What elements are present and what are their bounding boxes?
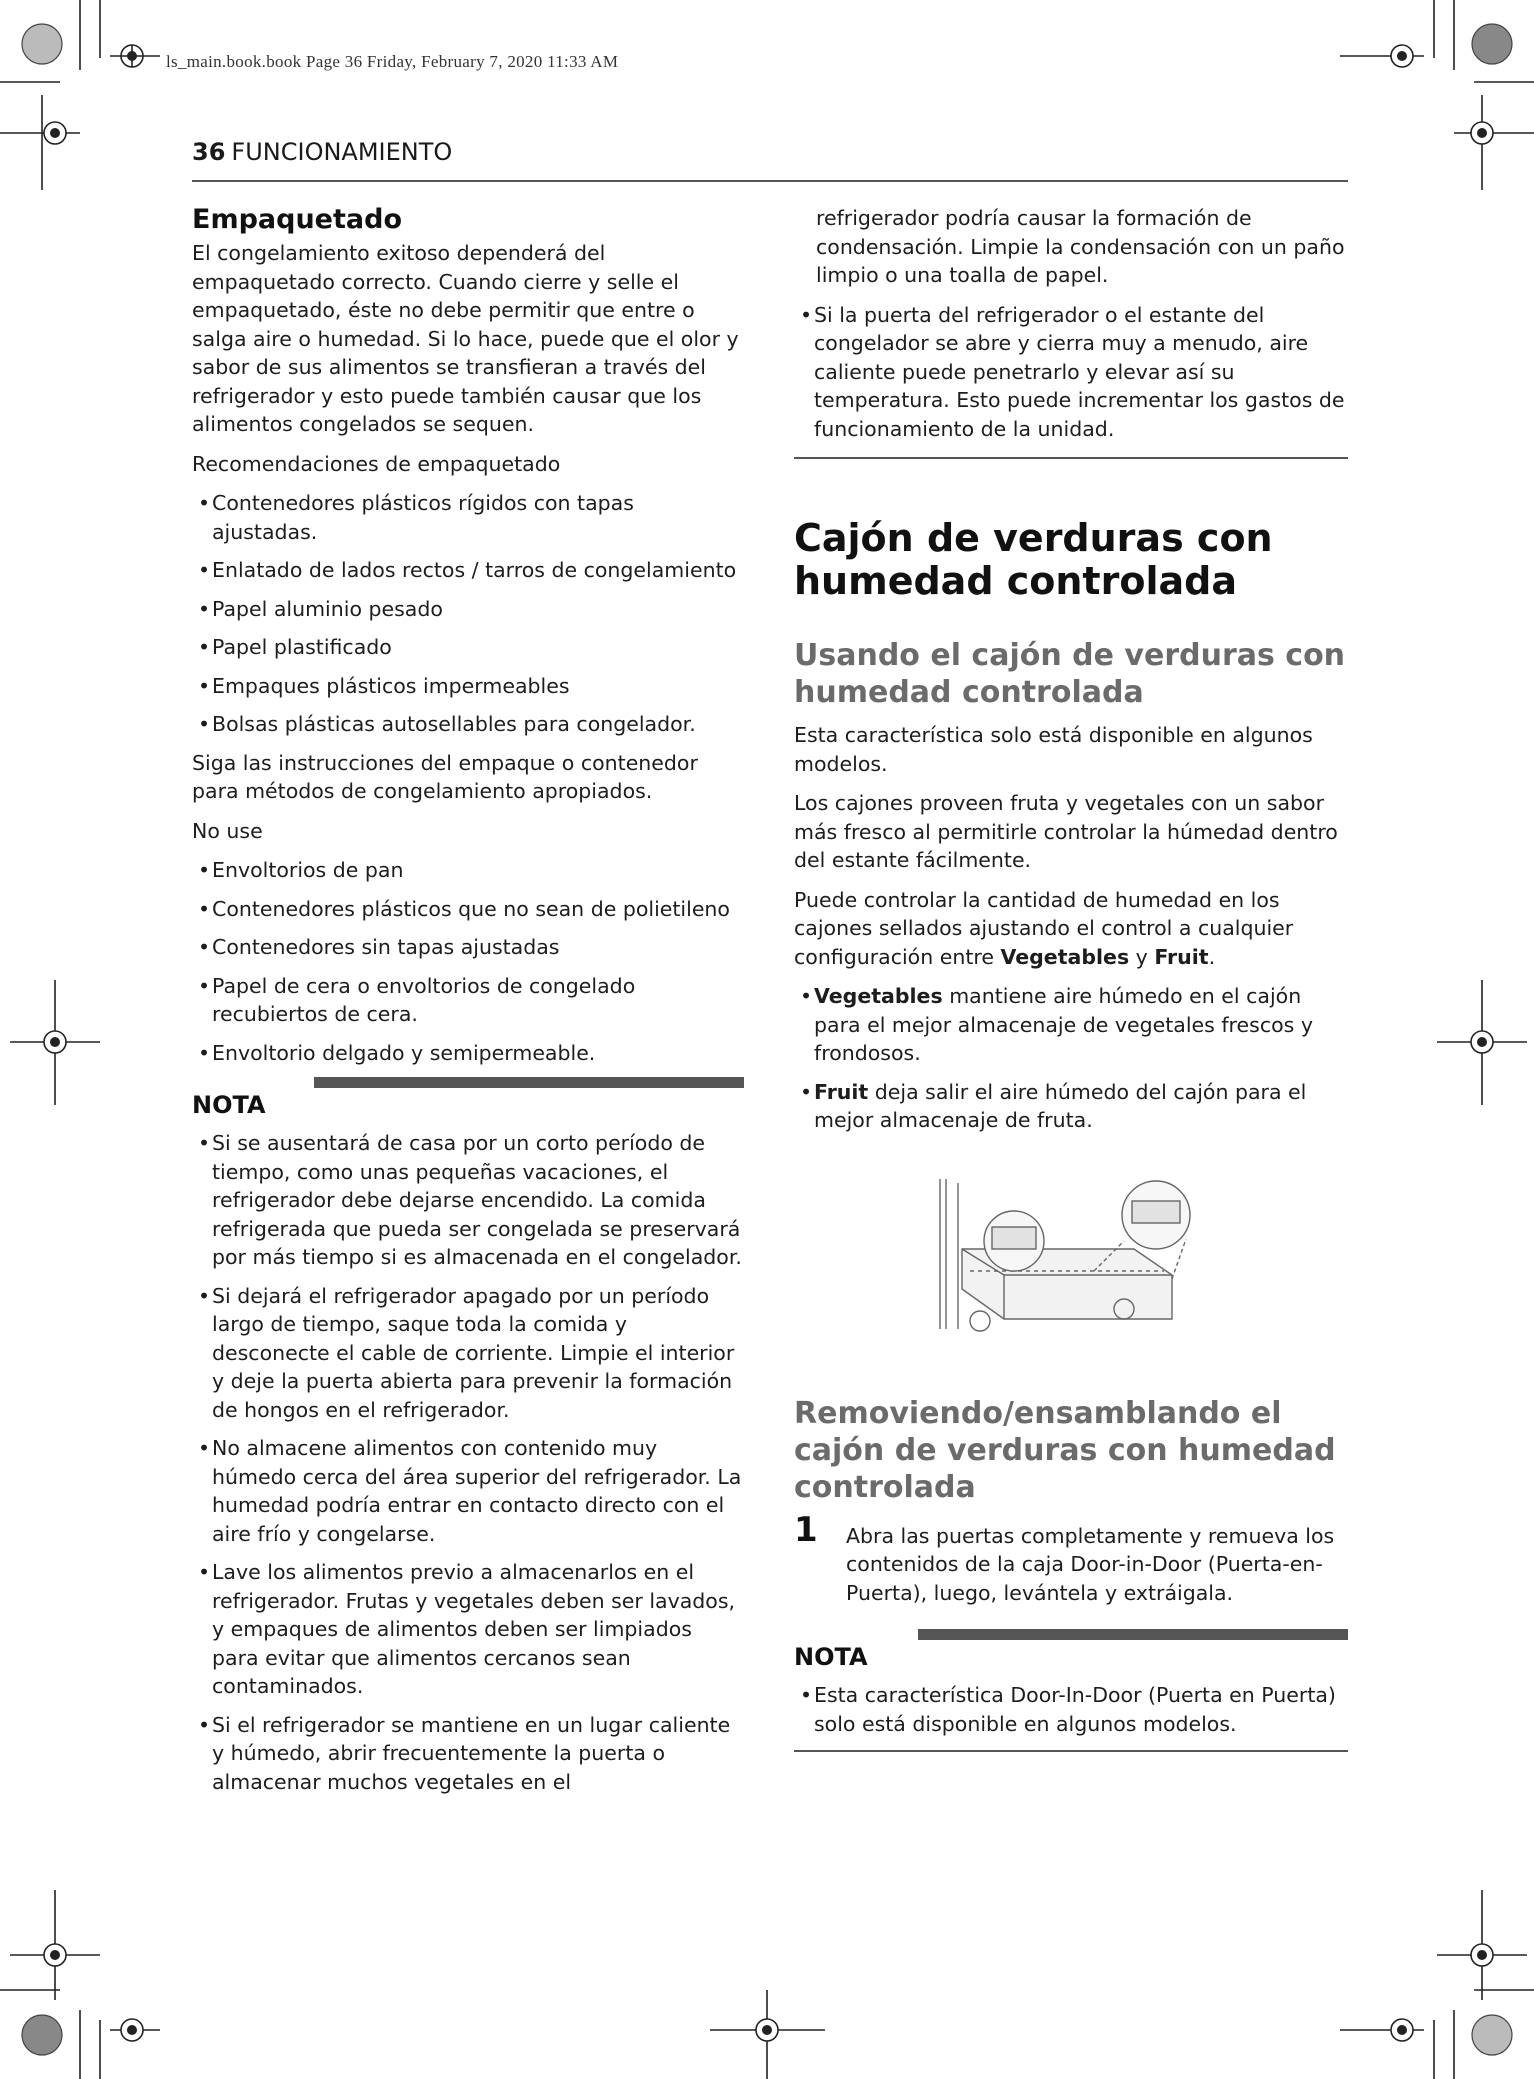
running-head — [192, 138, 452, 166]
note-end-rule — [794, 457, 1348, 459]
recommend-list — [192, 489, 744, 739]
note-end-rule — [794, 1750, 1348, 1752]
note-box-2 — [794, 1629, 1348, 1752]
list-item: •Papel de cera o envoltorios de congelado recubiertos de cera. — [198, 973, 636, 1026]
note-list — [192, 1129, 744, 1796]
list-item: •Lave los alimentos previo a almacenarlos en el refrigerador. Frutas y vegetales deben ser lavados, y empaques de alimentos deben ser limpiados para evitar que alimentos cercanos sean contaminados. — [198, 1560, 736, 1698]
list-item: •Vegetables mantiene aire húmedo en el cajón para el mejor almacenaje de vegetales frescos y frondosos. — [800, 984, 1313, 1065]
availability-paragraph: Esta característica solo está disponible en algunos modelos. — [794, 723, 1313, 776]
list-item: •Contenedores plásticos rígidos con tapas ajustadas. — [198, 491, 634, 544]
subsection-title-removing: Removiendo/ensamblando el cajón de verduras con humedad controlada — [794, 1395, 1336, 1505]
list-item: •Papel aluminio pesado — [198, 596, 443, 621]
list-item: •Si el refrigerador se mantiene en un lugar caliente y húmedo, abrir frecuentemente la puerta o almacenar muchos vegetales en el — [198, 1712, 731, 1794]
left-column — [192, 198, 744, 1806]
page-number: 36 — [192, 138, 226, 166]
list-item: •Papel plastificado — [198, 635, 392, 659]
step-number: 1 — [794, 1509, 818, 1550]
note-bar — [918, 1629, 1348, 1640]
section-title: Cajón de verduras con humedad controlada — [794, 516, 1273, 603]
follow-paragraph: Siga las instrucciones del empaque o contenedor para métodos de congelamiento apropiados. — [192, 750, 698, 803]
note-bar — [314, 1077, 744, 1088]
crisper-drawer-drawing — [794, 1179, 1348, 1339]
step-1 — [794, 1509, 1348, 1608]
note-title: NOTA — [794, 1643, 868, 1671]
list-item: •Si se ausentará de casa por un corto período de tiempo, como unas pequeñas vacaciones, el refrigerador debe dejarse encendido. La comida refrigerada que pueda ser congelada se preservará por más tiempo si es almacenada en el congelador. — [198, 1131, 742, 1269]
header-rule — [192, 180, 1348, 182]
no-use-list — [192, 856, 744, 1067]
no-use-label: No use — [192, 818, 263, 843]
step-text: Abra las puertas completamente y remueva los contenidos de la caja Door-in-Door (Puerta-en-Puerta), luego, levántela y extráigala. — [846, 1523, 1335, 1605]
list-item: •Si dejará el refrigerador apagado por un período largo de tiempo, saque toda la comida y desconecte el cable de corriente. Limpie el interior y deje la puerta abierta para prevenir la formación de hongos en el refrigerador. — [198, 1283, 735, 1422]
list-item: •Envoltorio delgado y semipermeable. — [198, 1040, 596, 1065]
recommend-label: Recomendaciones de empaquetado — [192, 451, 561, 476]
list-item: •Si la puerta del refrigerador o el estante del congelador se abre y cierra muy a menudo, aire caliente puede penetrarlo y elevar así su temperatura. Esto puede incrementar los gastos de funcionamiento de la unidad. — [800, 302, 1345, 441]
section-name: FUNCIONAMIENTO — [231, 138, 453, 166]
note-continued-list — [794, 301, 1348, 444]
note-title: NOTA — [192, 1091, 266, 1119]
list-item: •Esta característica Door-In-Door (Puerta en Puerta) solo está disponible en algunos modelos. — [800, 1683, 1336, 1736]
crisper-drawer-illustration — [794, 1179, 1348, 1339]
list-item: •No almacene alimentos con contenido muy húmedo cerca del área superior del refrigerador. La humedad podría entrar en contacto directo con el aire frío y congelarse. — [198, 1436, 742, 1546]
print-header: ls_main.book.book Page 36 Friday, February 7, 2020 11:33 AM — [166, 52, 619, 71]
list-item: •Bolsas plásticas autosellables para congelador. — [198, 712, 696, 736]
list-item: •Enlatado de lados rectos / tarros de congelamiento — [198, 558, 737, 582]
list-item: •Fruit deja salir el aire húmedo del cajón para el mejor almacenaje de fruta. — [800, 1079, 1307, 1132]
control-paragraph: Puede controlar la cantidad de humedad en los cajones sellados ajustando el control a cualquier configuración entre Vegetables y Fruit. — [794, 887, 1294, 969]
benefit-paragraph: Los cajones proveen fruta y vegetales con un sabor más fresco al permitirle controlar la húmedad dentro del estante fácilmente. — [794, 791, 1338, 872]
list-item: •Empaques plásticos impermeables — [198, 673, 570, 698]
subsection-title-using: Usando el cajón de verduras con humedad controlada — [794, 638, 1346, 710]
list-item: •Contenedores sin tapas ajustadas — [198, 935, 560, 959]
note-continued-text: refrigerador podría causar la formación de condensación. Limpie la condensación con un paño limpio o una toalla de papel. — [816, 206, 1345, 287]
packaging-paragraph: El congelamiento exitoso dependerá del empaquetado correcto. Cuando cierre y selle el empaquetado, éste no debe permitir que entre o salga aire o humedad. Si lo hace, puede que el olor y sabor de sus alimentos se transfieran a través del refrigerador y esto puede también causar que los alimentos congelados se sequen. — [192, 241, 739, 436]
list-item: •Envoltorios de pan — [198, 858, 404, 882]
packaging-heading: Empaquetado — [192, 204, 402, 235]
note-list — [794, 1681, 1348, 1738]
setting-list — [794, 982, 1348, 1135]
right-column — [794, 204, 1348, 1752]
list-item: •Contenedores plásticos que no sean de polietileno — [198, 896, 730, 921]
note-box — [192, 1077, 744, 1796]
